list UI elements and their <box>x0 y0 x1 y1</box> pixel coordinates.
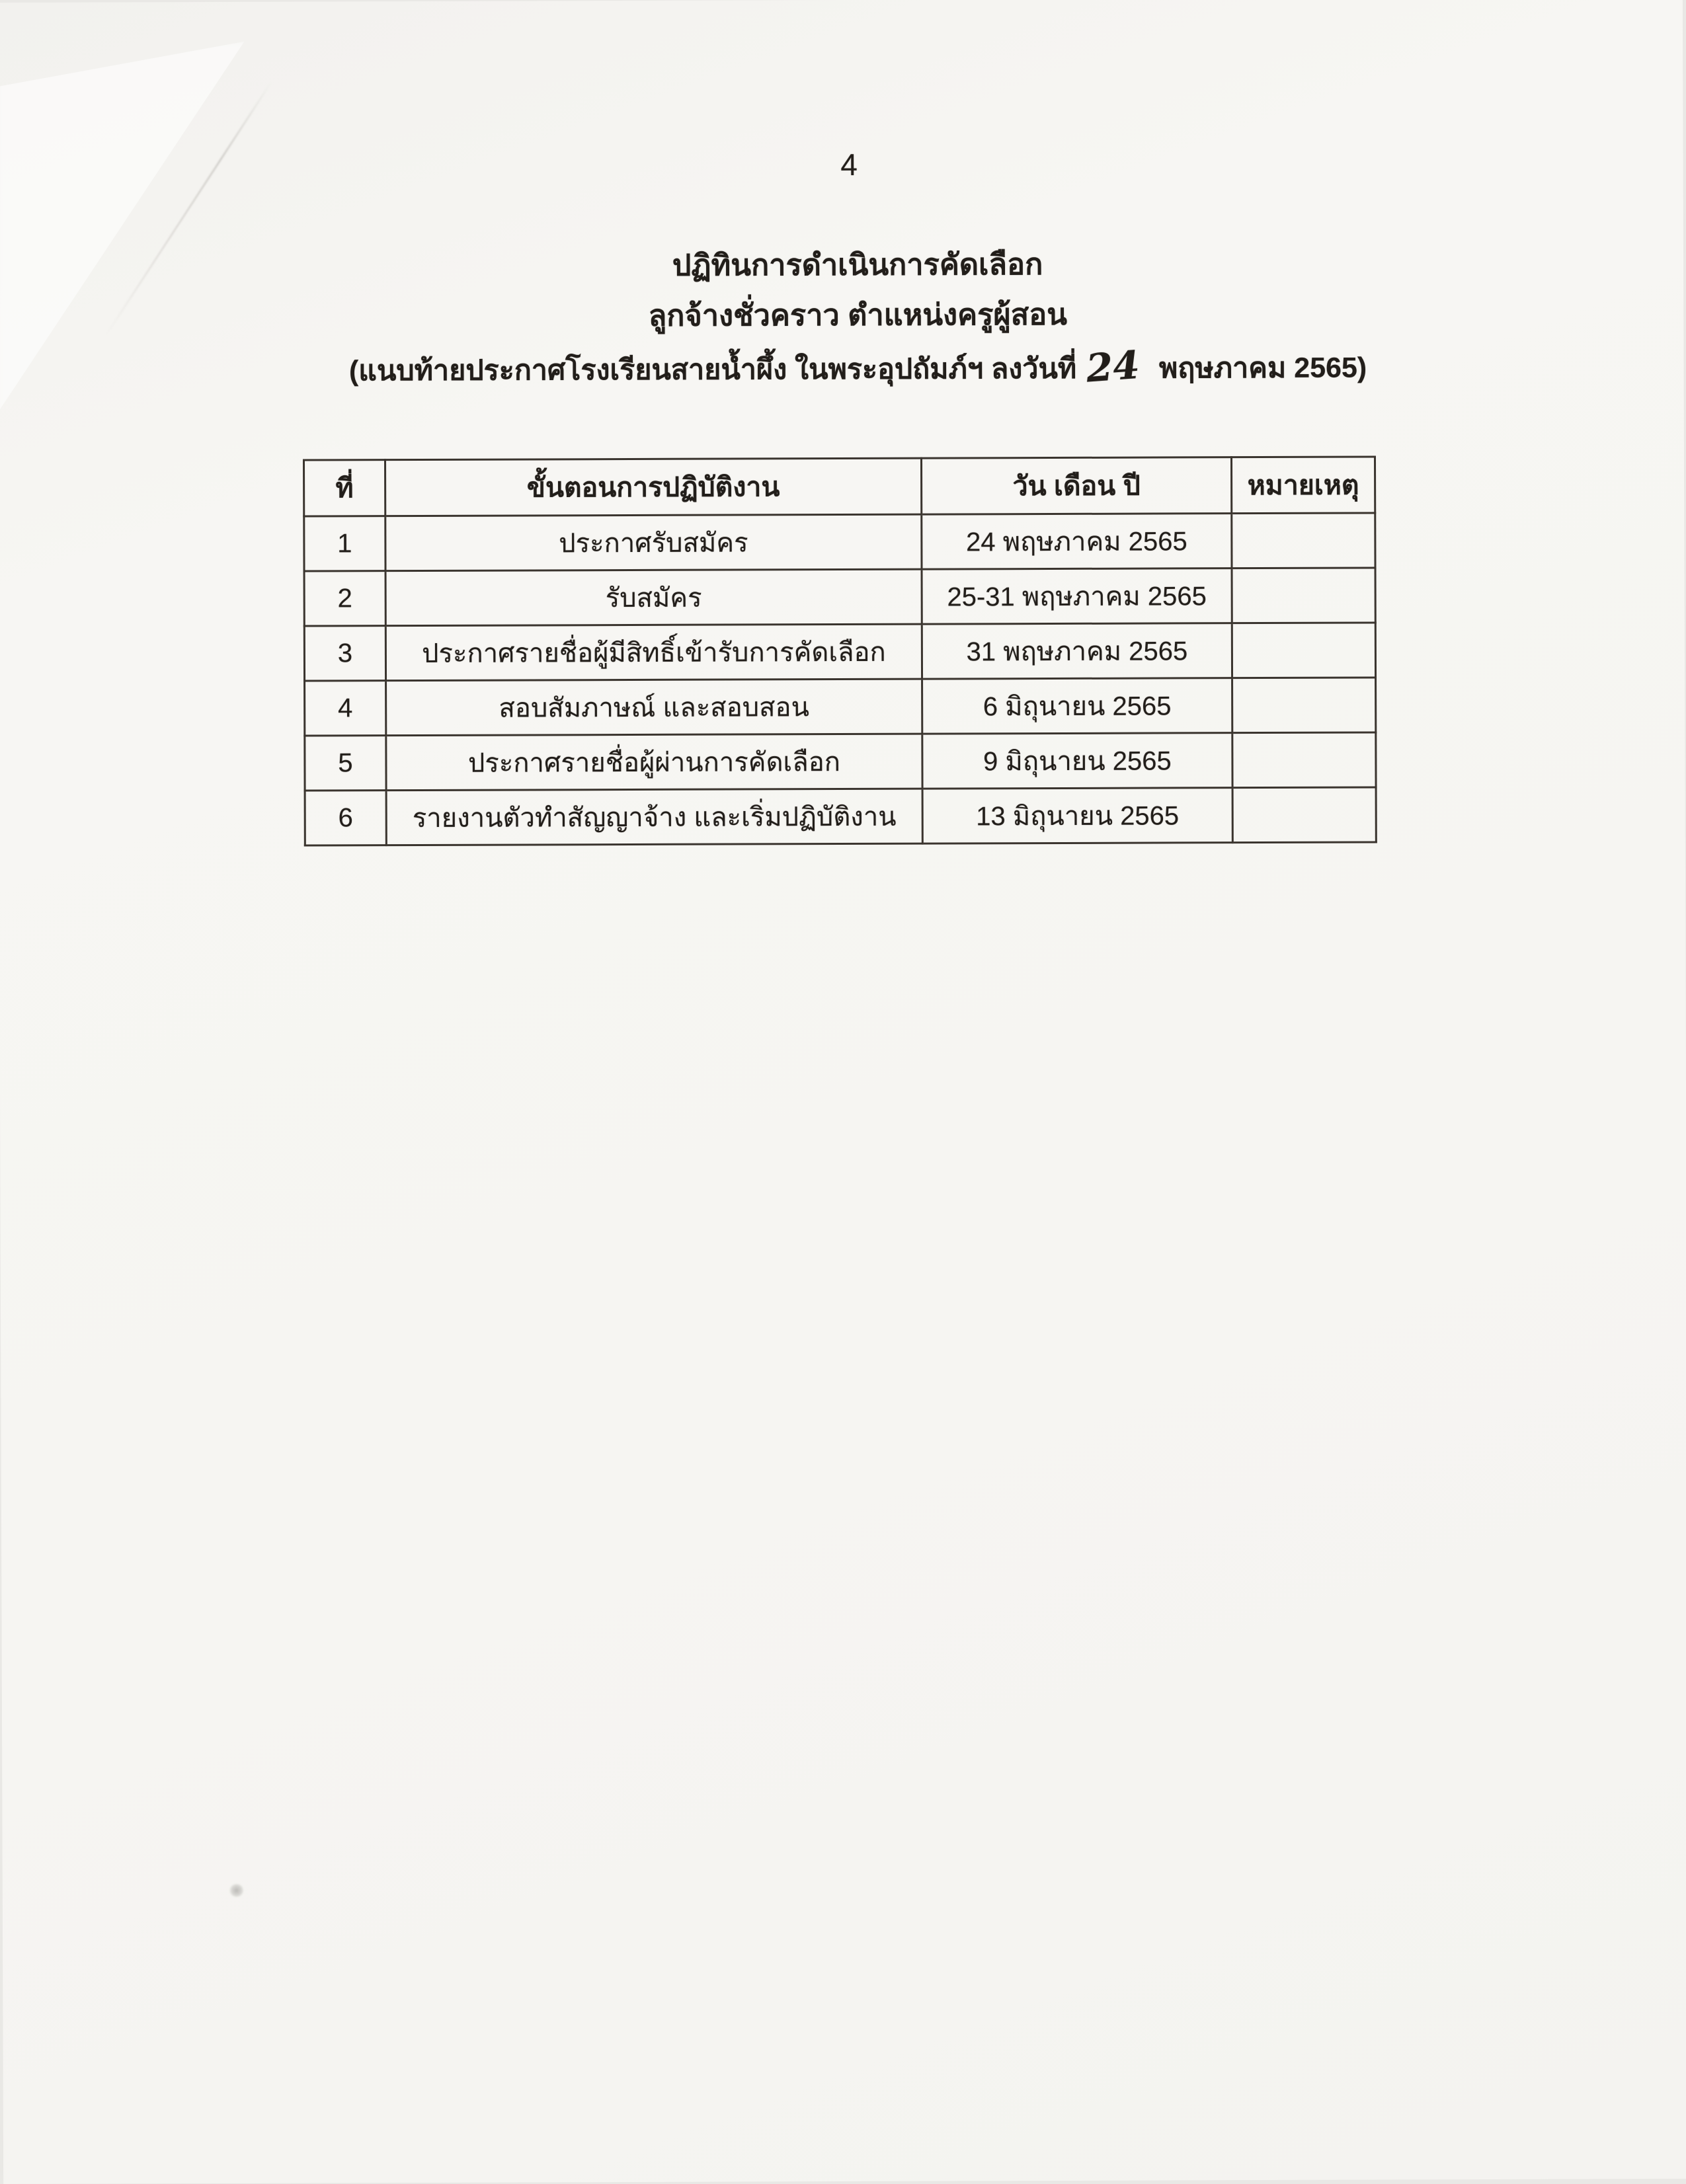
cell-note <box>1232 732 1376 788</box>
cell-note <box>1232 568 1375 623</box>
header-cell-date: วัน เดือน ปี <box>921 457 1231 514</box>
table-row <box>305 787 1376 845</box>
table-row <box>304 513 1375 571</box>
title-line-2: ลูกจ้างชั่วคราว ตำแหน่งครูผู้สอน <box>648 297 1068 332</box>
cell-date: 13 มิถุนายน 2565 <box>922 788 1232 843</box>
cell-step: ประกาศรายชื่อผู้ผ่านการคัดเลือก <box>386 734 922 791</box>
cell-date: 25-31 พฤษภาคม 2565 <box>922 568 1232 624</box>
title-line-1: ปฏิทินการดำเนินการคัดเลือก <box>672 247 1043 282</box>
subtitle-line <box>15 344 1686 391</box>
cell-note <box>1232 513 1375 568</box>
cell-step: สอบสัมภาษณ์ และสอบสอน <box>386 679 922 736</box>
cell-step: รายงานตัวทำสัญญาจ้าง และเริ่มปฏิบัติงาน <box>386 789 922 845</box>
subtitle-suffix: พฤษภาคม 2565) <box>1158 352 1367 385</box>
table-row <box>305 732 1376 791</box>
subtitle-prefix: (แนบท้ายประกาศโรงเรียนสายน้ำผึ้ง ในพระอุปถัมภ์ฯ ลงวันที่ <box>348 352 1077 387</box>
table-row <box>304 568 1375 626</box>
table-header-row <box>303 457 1375 516</box>
cell-note <box>1232 678 1376 733</box>
cell-no: 1 <box>304 516 385 571</box>
cell-step: ประกาศรับสมัคร <box>385 514 922 571</box>
cell-note <box>1232 623 1375 678</box>
table-row <box>304 623 1375 681</box>
cell-no: 2 <box>304 571 385 626</box>
cell-step: ประกาศรายชื่อผู้มีสิทธิ์เข้ารับการคัดเลือก <box>385 624 922 681</box>
table-row <box>305 678 1376 736</box>
cell-step: รับสมัคร <box>385 569 922 626</box>
cell-date: 24 พฤษภาคม 2565 <box>922 514 1232 569</box>
page-number: 4 <box>840 147 858 182</box>
cell-no: 5 <box>305 736 386 791</box>
cell-no: 3 <box>304 626 385 681</box>
cell-no: 4 <box>305 681 386 736</box>
header-cell-note: หมายเหตุ <box>1231 457 1375 514</box>
header-cell-step: ขั้นตอนการปฏิบัติงาน <box>385 458 921 516</box>
cell-date: 31 พฤษภาคม 2565 <box>922 623 1232 679</box>
cell-date: 9 มิถุนายน 2565 <box>922 733 1232 789</box>
header-cell-no: ที่ <box>303 460 385 516</box>
smudge-mark <box>229 1884 244 1897</box>
cell-no: 6 <box>305 791 386 845</box>
handwritten-day: 24 <box>1084 342 1141 391</box>
selection-schedule-table <box>303 455 1377 846</box>
cell-note <box>1232 787 1376 843</box>
cell-date: 6 มิถุนายน 2565 <box>922 678 1232 734</box>
